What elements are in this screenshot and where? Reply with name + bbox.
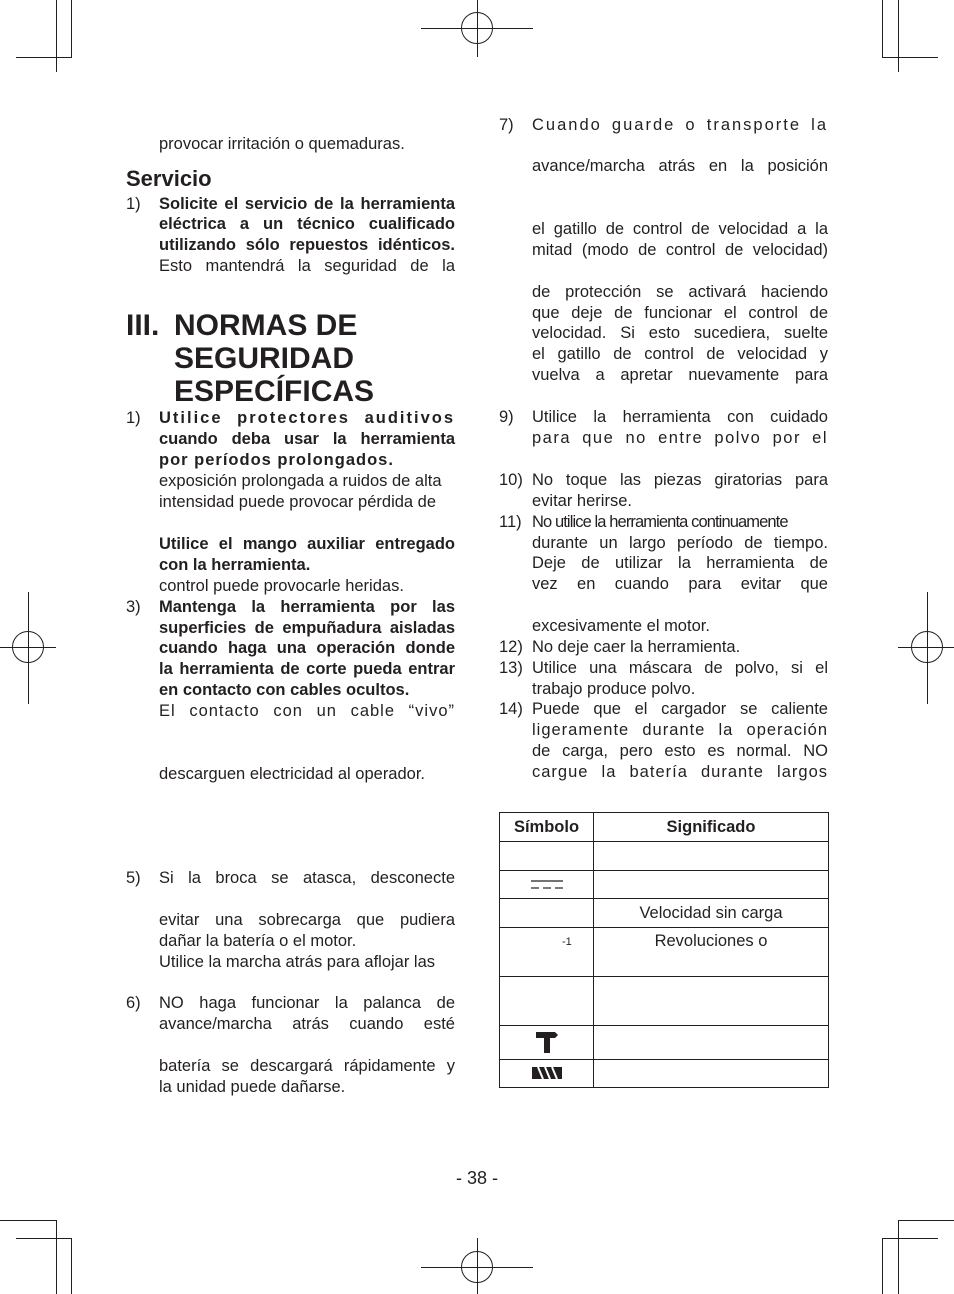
item14-number: 14) <box>499 700 523 718</box>
section-title-line: ESPECÍFICAS <box>174 375 375 408</box>
column-header-meaning: Significado <box>594 813 829 842</box>
meaning-cell <box>594 1060 829 1088</box>
item5-text: dañar la batería o el motor. <box>159 932 357 950</box>
symbol-cell <box>500 928 594 977</box>
hammer-icon <box>535 1030 559 1054</box>
item10-text: No toque las piezas giratorias para <box>532 471 828 489</box>
item5-text: Si la broca se atasca, desconecte <box>159 869 455 887</box>
item5-text: evitar una sobrecarga que pudiera <box>159 911 455 929</box>
item6-number: 6) <box>126 994 141 1012</box>
item9-text: para que no entre polvo por el <box>532 429 828 447</box>
item1-number: 1) <box>126 409 141 427</box>
item7-text: avance/marcha atrás en la posición <box>532 157 828 175</box>
table-row <box>500 1060 829 1088</box>
item14-text: Puede que el cargador se caliente <box>532 700 828 718</box>
item6-text: batería se descargará rápidamente y <box>159 1057 455 1075</box>
item2-bold-line: Utilice el mango auxiliar entregado <box>159 535 455 553</box>
screw-icon <box>532 1065 562 1081</box>
item11-text: durante un largo período de tiempo. <box>532 534 828 552</box>
per-minute-superscript: -1 <box>562 936 572 948</box>
table-row <box>500 928 829 977</box>
item11-text: No utilice la herramienta continuamente <box>532 513 788 531</box>
servicio-item1-text: Esto mantendrá la seguridad de la <box>159 257 455 275</box>
item7-text: el gatillo de control de velocidad y <box>532 345 828 363</box>
symbol-cell <box>500 977 594 1026</box>
item1-bold-line: por períodos prolongados. <box>159 451 394 469</box>
section-number: III. <box>126 309 160 342</box>
item1-bold-line: cuando deba usar la herramienta <box>159 430 455 448</box>
item13-text: trabajo produce polvo. <box>532 680 696 698</box>
meaning-cell <box>594 977 829 1026</box>
item3-text: El contacto con un cable “vivo” <box>159 702 455 720</box>
item6-text: la unidad puede dañarse. <box>159 1078 346 1096</box>
symbol-cell <box>500 899 594 928</box>
intro-tail-text: provocar irritación o quemaduras. <box>159 135 405 153</box>
item11-text: vez en cuando para evitar que <box>532 575 828 593</box>
item7-text: el gatillo de control de velocidad a la <box>532 220 828 238</box>
item13-text: Utilice una máscara de polvo, si el <box>532 659 828 677</box>
table-row <box>500 899 829 928</box>
item14-text: ligeramente durante la operación <box>532 721 828 739</box>
servicio-item1-number: 1) <box>126 195 141 213</box>
table-header-row <box>500 813 829 842</box>
meaning-cell: Velocidad sin carga <box>594 899 829 928</box>
item9-text: Utilice la herramienta con cuidado <box>532 408 828 426</box>
meaning-cell: Revoluciones o <box>594 928 829 977</box>
item2-text: control puede provocarle heridas. <box>159 577 404 595</box>
table-row <box>500 871 829 899</box>
meaning-cell <box>594 842 829 871</box>
table-row <box>500 1026 829 1060</box>
table-row <box>500 977 829 1026</box>
column-header-symbol: Símbolo <box>500 813 594 842</box>
item1-text: intensidad puede provocar pérdida de <box>159 493 437 511</box>
item1-bold-line: Utilice protectores auditivos <box>159 409 455 427</box>
item6-text: NO haga funcionar la palanca de <box>159 994 455 1012</box>
page-number: - 38 - <box>455 1168 498 1188</box>
item13-number: 13) <box>499 659 523 677</box>
item7-number: 7) <box>499 116 514 134</box>
section-title-line: SEGURIDAD <box>174 342 355 375</box>
item14-text: cargue la batería durante largos <box>532 763 828 781</box>
item10-number: 10) <box>499 471 523 489</box>
item10-text: evitar herirse. <box>532 492 632 510</box>
item6-text: avance/marcha atrás cuando esté <box>159 1015 455 1033</box>
item1-text: exposición prolongada a ruidos de alta <box>159 472 442 490</box>
item14-text: de carga, pero esto es normal. NO <box>532 742 828 760</box>
item7-text: Cuando guarde o transporte la <box>532 116 828 134</box>
item5-text: Utilice la marcha atrás para aflojar las <box>159 953 436 971</box>
item3-bold-line: en contacto con cables ocultos. <box>159 681 410 699</box>
item7-text: vuelva a apretar nuevamente para <box>532 366 828 384</box>
servicio-heading: Servicio <box>126 166 212 191</box>
meaning-cell <box>594 871 829 899</box>
item7-text: mitad (modo de control de velocidad) <box>532 241 828 259</box>
symbol-cell <box>500 1060 594 1088</box>
item3-bold-line: Mantenga la herramienta por las <box>159 598 455 616</box>
meaning-cell <box>594 1026 829 1060</box>
item11-text: Deje de utilizar la herramienta de <box>532 554 828 572</box>
item5-number: 5) <box>126 869 141 887</box>
section-title-line: NORMAS DE <box>174 309 358 342</box>
direct-current-icon <box>530 878 564 892</box>
symbol-cell <box>500 871 594 899</box>
item12-number: 12) <box>499 638 523 656</box>
item12-text: No deje caer la herramienta. <box>532 638 741 656</box>
item11-text: excesivamente el motor. <box>532 617 710 635</box>
item3-bold-line: superficies de empuñadura aisladas <box>159 619 455 637</box>
item3-bold-line: cuando haga una operación donde <box>159 639 455 657</box>
item3-number: 3) <box>126 598 141 616</box>
item3-text: descarguen electricidad al operador. <box>159 765 426 783</box>
servicio-item1-bold-line: eléctrica a un técnico cualificado <box>159 215 455 233</box>
symbol-cell <box>500 842 594 871</box>
symbol-cell <box>500 1026 594 1060</box>
symbol-table <box>499 812 829 1088</box>
item3-bold-line: la herramienta de corte pueda entrar <box>159 660 455 678</box>
item9-number: 9) <box>499 408 514 426</box>
item2-bold-line: con la herramienta. <box>159 556 311 574</box>
servicio-item1-bold-line: Solicite el servicio de la herramienta <box>159 195 455 213</box>
item7-text: velocidad. Si esto sucediera, suelte <box>532 324 828 342</box>
item7-text: que deje de funcionar el control de <box>532 304 828 322</box>
item7-text: de protección se activará haciendo <box>532 283 828 301</box>
servicio-item1-bold-line: utilizando sólo repuestos idénticos. <box>159 236 455 254</box>
item11-number: 11) <box>499 513 522 531</box>
table-row <box>500 842 829 871</box>
